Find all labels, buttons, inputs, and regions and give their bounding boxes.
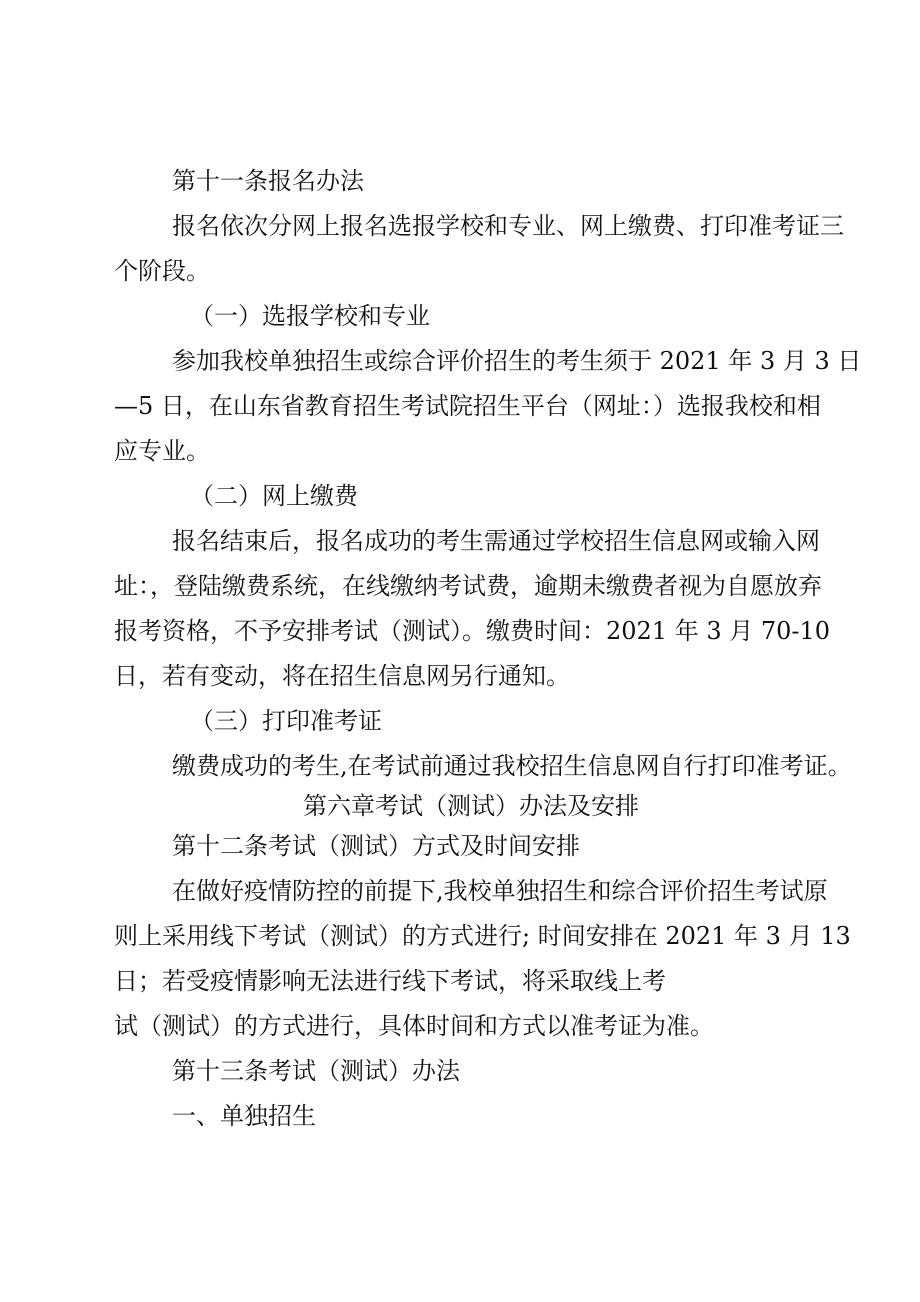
section-2-body-line-3: 报考资格，不予安排考试（测试）。缴费时间：2021 年 3 月 70-10 [114,617,831,645]
article-12-body-line-2: 则上采用线下考试（测试）的方式进行; 时间安排在 2021 年 3 月 13 [114,922,851,950]
section-3-heading: （三）打印准考证 [190,707,382,735]
article-12-title: 第十二条考试（测试）方式及时间安排 [172,832,580,860]
article-12-body-line-4: 试（测试）的方式进行，具体时间和方式以准考证为准。 [114,1012,714,1040]
section-1-body-line-3: 应专业。 [114,437,210,465]
article-11-intro-line-2: 个阶段。 [114,257,210,285]
section-1-body-line-1: 参加我校单独招生或综合评价招生的考生须于 2021 年 3 月 3 日 [172,347,862,375]
section-2-heading: （二）网上缴费 [190,482,358,510]
article-12-body-line-3: 日；若受疫情影响无法进行线下考试，将采取线上考 [114,967,666,995]
article-12-body-line-1: 在做好疫情防控的前提下,我校单独招生和综合评价招生考试原 [172,877,828,905]
section-1-body-line-2: —5 日，在山东省教育招生考试院招生平台（网址：）选报我校和相 [114,392,821,420]
article-11-title: 第十一条报名办法 [172,167,364,195]
article-13-subheading-1: 一、单独招生 [172,1102,316,1130]
section-2-body-line-1: 报名结束后，报名成功的考生需通过学校招生信息网或输入网 [172,527,820,555]
chapter-6-title: 第六章考试（测试）办法及安排 [303,792,639,820]
article-13-title: 第十三条考试（测试）办法 [172,1057,460,1085]
section-2-body-line-2: 址：，登陆缴费系统，在线缴纳考试费，逾期未缴费者视为自愿放弃 [114,572,822,600]
article-11-intro-line-1: 报名依次分网上报名选报学校和专业、网上缴费、打印准考证三 [172,212,844,240]
section-1-heading: （一）选报学校和专业 [190,302,430,330]
section-2-body-line-4: 日，若有变动，将在招生信息网另行通知。 [114,662,570,690]
section-3-body-line-1: 缴费成功的考生,在考试前通过我校招生信息网自行打印准考证。 [172,752,852,780]
